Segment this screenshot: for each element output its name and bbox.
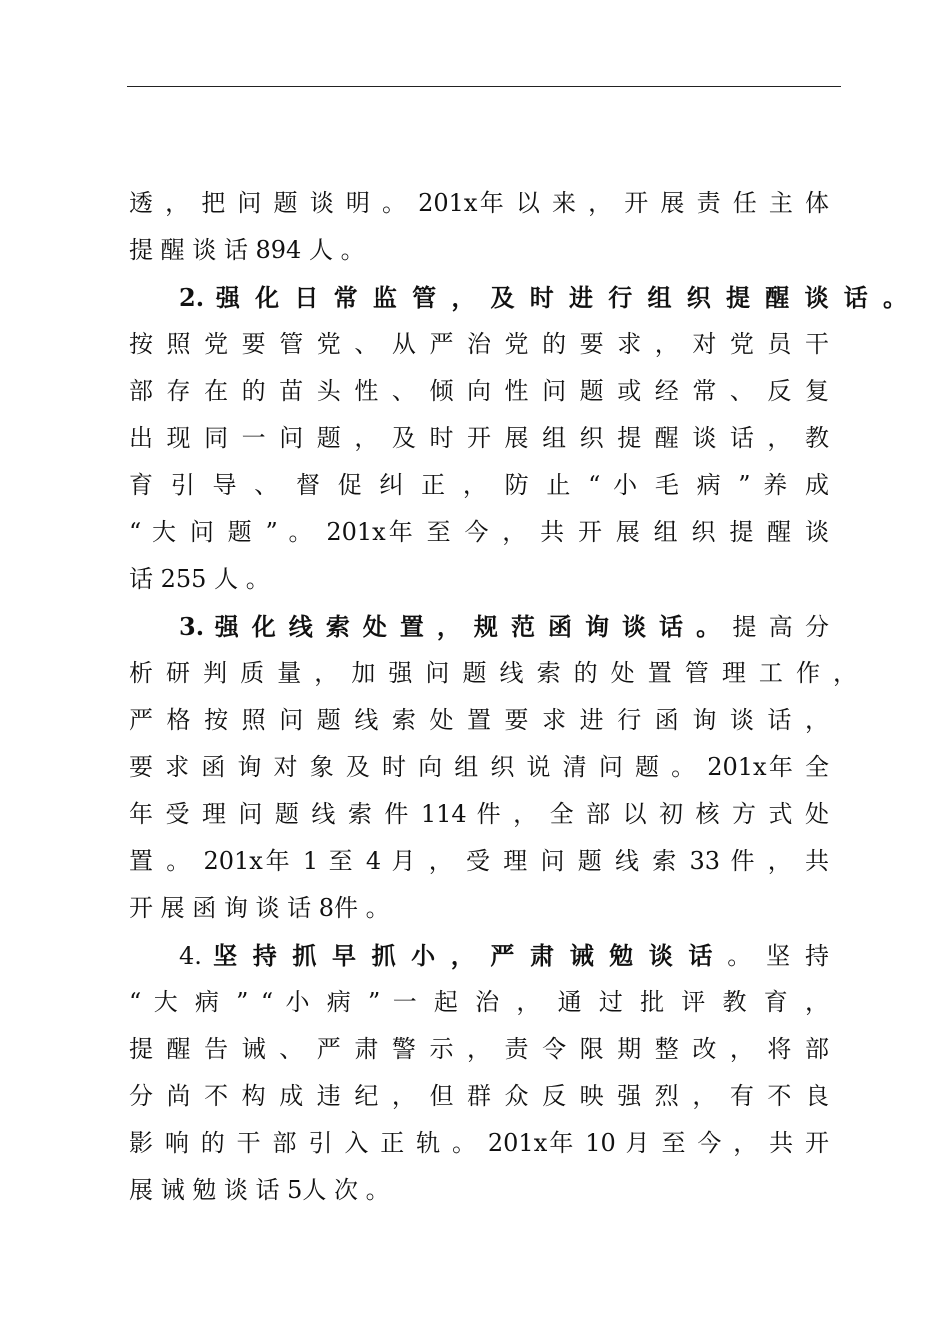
text-line: 提 醒 告 诫 、 严 肃 警 示 ， 责 令 限 期 整 改 ， 将 部 bbox=[129, 1035, 829, 1063]
document-body bbox=[129, 180, 907, 1214]
text-line: 置 。 201x年 1 至 4 月 ， 受 理 问 题 线 索 33 件 ， 共 bbox=[129, 847, 829, 875]
text-line: 严 格 按 照 问 题 线 索 处 置 要 求 进 行 函 询 谈 话 ， bbox=[129, 706, 829, 734]
section-heading-line-4 bbox=[129, 932, 829, 979]
paragraph-2 bbox=[129, 274, 907, 603]
text-line: 话 255 人 。 bbox=[129, 565, 270, 593]
text-line: 部 存 在 的 苗 头 性 、 倾 向 性 问 题 或 经 常 、 反 复 bbox=[129, 377, 829, 405]
text-line: 出 现 同 一 问 题 ， 及 时 开 展 组 织 提 醒 谈 话 ， 教 bbox=[129, 424, 829, 452]
heading-line-continuation: 。 坚 持 bbox=[727, 942, 830, 970]
text-line: 要 求 函 询 对 象 及 时 向 组 织 说 清 问 题 。 201x年 全 bbox=[129, 753, 829, 781]
text-line: 开 展 函 询 谈 话 8件 。 bbox=[129, 894, 390, 922]
text-line: 透 ， 把 问 题 谈 明 。 201x年 以 来 ， 开 展 责 任 主 体 bbox=[129, 189, 829, 217]
text-line: 提 醒 谈 话 894 人 。 bbox=[129, 236, 365, 264]
text-line: “ 大 病 ” “ 小 病 ” 一 起 治 ， 通 过 批 评 教 育 ， bbox=[129, 988, 829, 1016]
section-heading-line-3 bbox=[129, 603, 829, 650]
header-rule bbox=[127, 86, 841, 87]
section-number-4: 4. bbox=[179, 942, 202, 970]
heading-line-continuation: 提 高 分 bbox=[732, 613, 829, 641]
text-line: 展 诫 勉 谈 话 5人 次 。 bbox=[129, 1176, 390, 1204]
text-line: 影 响 的 干 部 引 入 正 轨 。 201x年 10 月 至 今 ， 共 开 bbox=[129, 1129, 829, 1157]
section-heading-4: 坚 持 抓 早 抓 小 ， 严 肃 诫 勉 谈 话 bbox=[213, 941, 716, 970]
text-line: 析 研 判 质 量 ， 加 强 问 题 线 索 的 处 置 管 理 工 作 ， bbox=[129, 659, 857, 687]
section-heading-2: 2. 强 化 日 常 监 管 ， 及 时 进 行 组 织 提 醒 谈 话 。 bbox=[179, 283, 907, 312]
text-line: 育 引 导 、 督 促 纠 正 ， 防 止 “ 小 毛 病 ” 养 成 bbox=[129, 471, 829, 499]
section-heading-3: 3. 强 化 线 索 处 置 ， 规 范 函 询 谈 话 。 bbox=[179, 612, 723, 641]
text-line: “ 大 问 题 ” 。 201x年 至 今 ， 共 开 展 组 织 提 醒 谈 bbox=[129, 518, 829, 546]
text-line: 年 受 理 问 题 线 索 件 114 件 ， 全 部 以 初 核 方 式 处 bbox=[129, 800, 829, 828]
paragraph-1 bbox=[129, 180, 829, 274]
paragraph-4 bbox=[129, 932, 829, 1214]
text-line: 按 照 党 要 管 党 、 从 严 治 党 的 要 求 ， 对 党 员 干 bbox=[129, 330, 829, 358]
text-line: 分 尚 不 构 成 违 纪 ， 但 群 众 反 映 强 烈 ， 有 不 良 bbox=[129, 1082, 829, 1110]
paragraph-3 bbox=[129, 603, 857, 932]
